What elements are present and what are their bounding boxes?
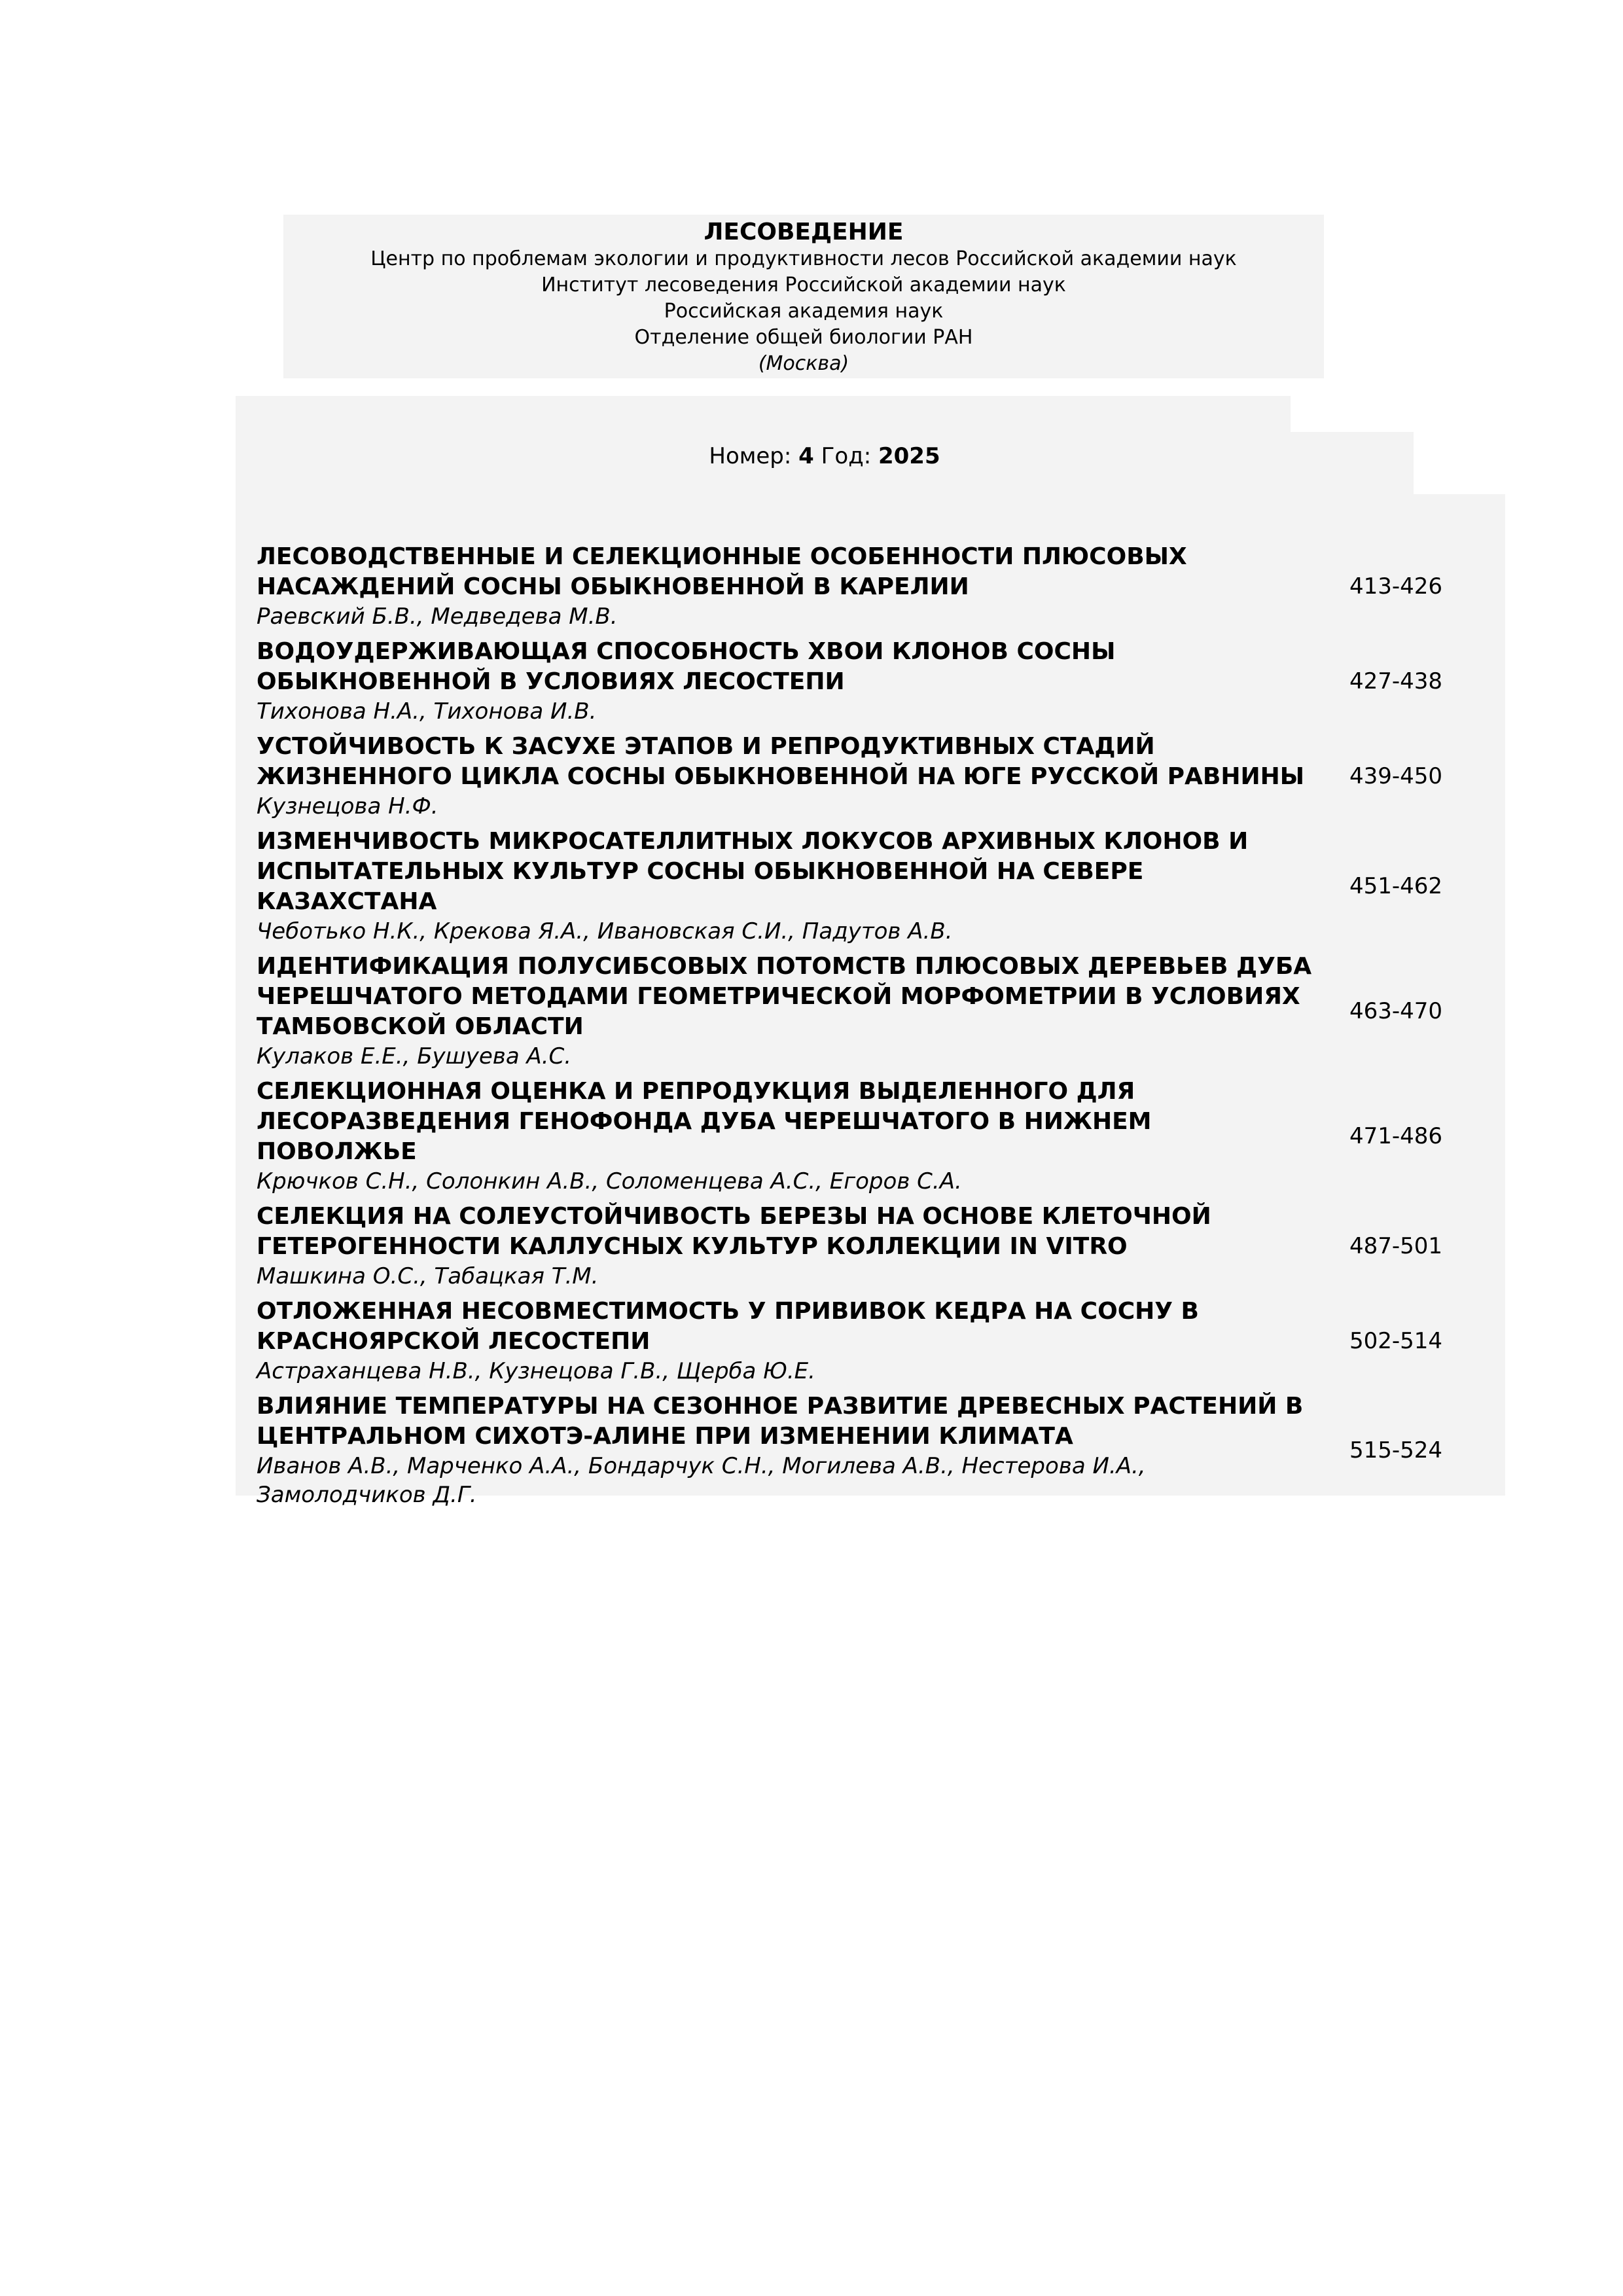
table-of-contents bbox=[257, 542, 1500, 1515]
article-pages: 515-524 bbox=[1349, 1437, 1443, 1463]
issue-number-label: Номер: bbox=[709, 443, 792, 469]
article-authors: Кулаков Е.Е., Бушуева А.С. bbox=[257, 1043, 572, 1069]
article-entry bbox=[257, 637, 1500, 726]
article-title[interactable]: ВОДОУДЕРЖИВАЮЩАЯ СПОСОБНОСТЬ ХВОИ КЛОНОВ СОСНЫ ОБЫКНОВЕННОЙ В УСЛОВИЯХ ЛЕСОСТЕПИ bbox=[257, 638, 1116, 695]
article-entry bbox=[257, 952, 1500, 1071]
article-main bbox=[257, 1297, 1317, 1386]
issue-band-top bbox=[236, 396, 1291, 435]
issue-number: 4 bbox=[798, 443, 814, 469]
article-entry bbox=[257, 1077, 1500, 1196]
article-title[interactable]: СЕЛЕКЦИЯ НА СОЛЕУСТОЙЧИВОСТЬ БЕРЕЗЫ НА ОСНОВЕ КЛЕТОЧНОЙ ГЕТЕРОГЕННОСТИ КАЛЛУСНЫХ КУЛЬТУР КОЛЛЕКЦИИ IN VITRO bbox=[257, 1203, 1211, 1260]
article-main bbox=[257, 542, 1317, 631]
article-title[interactable]: ОТЛОЖЕННАЯ НЕСОВМЕСТИМОСТЬ У ПРИВИВОК КЕДРА НА СОСНУ В КРАСНОЯРСКОЙ ЛЕСОСТЕПИ bbox=[257, 1298, 1199, 1355]
article-title[interactable]: ВЛИЯНИЕ ТЕМПЕРАТУРЫ НА СЕЗОННОЕ РАЗВИТИЕ ДРЕВЕСНЫХ РАСТЕНИЙ В ЦЕНТРАЛЬНОМ СИХОТЭ-АЛИНЕ ПРИ ИЗМЕНЕНИИ КЛИМАТА bbox=[257, 1393, 1304, 1450]
article-authors: Тихонова Н.А., Тихонова И.В. bbox=[257, 698, 597, 725]
article-pages: 502-514 bbox=[1349, 1328, 1443, 1354]
article-title[interactable]: ИЗМЕНЧИВОСТЬ МИКРОСАТЕЛЛИТНЫХ ЛОКУСОВ АРХИВНЫХ КЛОНОВ И ИСПЫТАТЕЛЬНЫХ КУЛЬТУР СОСНЫ ОБЫКНОВЕННОЙ НА СЕВЕРЕ КАЗАХСТАНА bbox=[257, 828, 1249, 915]
article-main bbox=[257, 1391, 1317, 1509]
article-authors: Кузнецова Н.Ф. bbox=[257, 793, 438, 819]
article-main bbox=[257, 952, 1317, 1071]
article-pages: 463-470 bbox=[1349, 998, 1443, 1024]
article-authors: Крючков С.Н., Солонкин А.В., Соломенцева А.С., Егоров С.А. bbox=[257, 1168, 962, 1194]
journal-header bbox=[283, 215, 1324, 378]
article-title[interactable]: УСТОЙЧИВОСТЬ К ЗАСУХЕ ЭТАПОВ И РЕПРОДУКТИВНЫХ СТАДИЙ ЖИЗНЕННОГО ЦИКЛА СОСНЫ ОБЫКНОВЕННОЙ НА ЮГЕ РУССКОЙ РАВНИНЫ bbox=[257, 733, 1305, 790]
journal-title: ЛЕСОВЕДЕНИЕ bbox=[704, 219, 904, 245]
article-authors: Машкина О.С., Табацкая Т.М. bbox=[257, 1263, 599, 1289]
article-main bbox=[257, 637, 1317, 726]
article-main bbox=[257, 1202, 1317, 1291]
article-authors: Чеботько Н.К., Крекова Я.А., Ивановская С.И., Падутов А.В. bbox=[257, 918, 953, 944]
article-pages: 471-486 bbox=[1349, 1123, 1443, 1149]
article-pages: 427-438 bbox=[1349, 668, 1443, 694]
article-main bbox=[257, 732, 1317, 821]
publisher-city: (Москва) bbox=[758, 352, 849, 375]
article-entry bbox=[257, 732, 1500, 821]
article-main bbox=[257, 827, 1317, 946]
issue-year: 2025 bbox=[878, 443, 940, 469]
article-main bbox=[257, 1077, 1317, 1196]
article-title[interactable]: ИДЕНТИФИКАЦИЯ ПОЛУСИБСОВЫХ ПОТОМСТВ ПЛЮСОВЫХ ДЕРЕВЬЕВ ДУБА ЧЕРЕШЧАТОГО МЕТОДАМИ ГЕОМЕТРИЧЕСКОЙ МОРФОМЕТРИИ В УСЛОВИЯХ ТАМБОВСКОЙ ОБЛАСТИ bbox=[257, 953, 1312, 1040]
article-entry bbox=[257, 827, 1500, 946]
issue-year-label: Год: bbox=[821, 443, 872, 469]
article-entry bbox=[257, 1202, 1500, 1291]
article-entry bbox=[257, 1297, 1500, 1386]
article-authors: Астраханцева Н.В., Кузнецова Г.В., Щерба Ю.Е. bbox=[257, 1358, 815, 1384]
article-entry bbox=[257, 542, 1500, 631]
article-pages: 413-426 bbox=[1349, 573, 1443, 600]
publisher-line: Центр по проблемам экологии и продуктивности лесов Российской академии наук bbox=[370, 247, 1237, 270]
article-title[interactable]: ЛЕСОВОДСТВЕННЫЕ И СЕЛЕКЦИОННЫЕ ОСОБЕННОСТИ ПЛЮСОВЫХ НАСАЖДЕНИЙ СОСНЫ ОБЫКНОВЕННОЙ В КАРЕЛИИ bbox=[257, 543, 1187, 600]
article-authors: Раевский Б.В., Медведева М.В. bbox=[257, 603, 618, 630]
publisher-line: Отделение общей биологии РАН bbox=[634, 326, 973, 349]
article-entry bbox=[257, 1391, 1500, 1509]
article-pages: 487-501 bbox=[1349, 1233, 1443, 1259]
issue-info bbox=[236, 437, 1414, 475]
article-authors: Иванов А.В., Марченко А.А., Бондарчук С.Н., Могилева А.В., Нестерова И.А., Замолодчиков Д.Г. bbox=[257, 1453, 1146, 1508]
article-title[interactable]: СЕЛЕКЦИОННАЯ ОЦЕНКА И РЕПРОДУКЦИЯ ВЫДЕЛЕННОГО ДЛЯ ЛЕСОРАЗВЕДЕНИЯ ГЕНОФОНДА ДУБА ЧЕРЕШЧАТОГО В НИЖНЕМ ПОВОЛЖЬЕ bbox=[257, 1078, 1152, 1165]
article-pages: 439-450 bbox=[1349, 763, 1443, 789]
publisher-line: Российская академия наук bbox=[664, 300, 944, 323]
publisher-line: Институт лесоведения Российской академии наук bbox=[541, 274, 1066, 296]
article-pages: 451-462 bbox=[1349, 873, 1443, 899]
